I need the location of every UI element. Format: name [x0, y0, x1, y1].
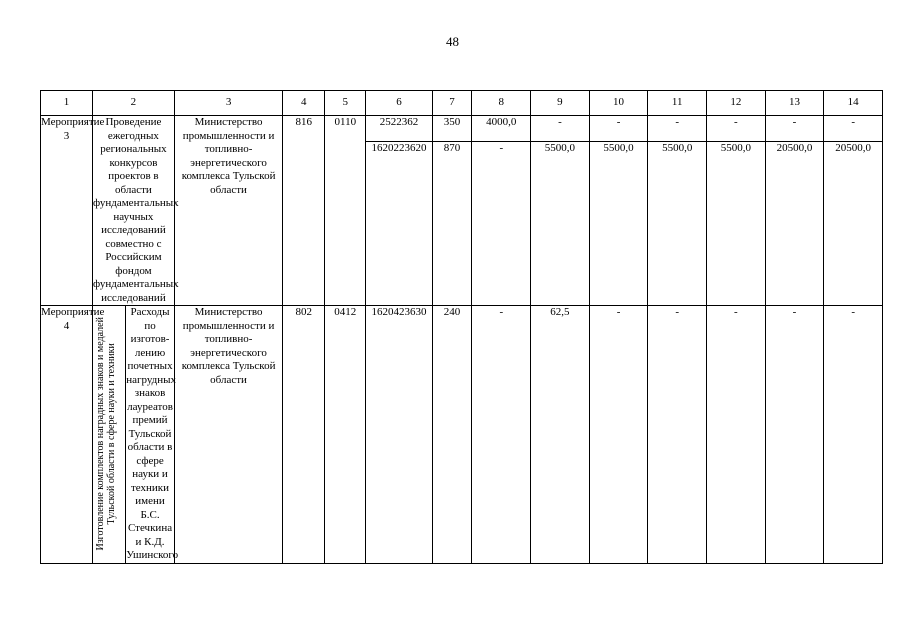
value-cell: -	[824, 306, 883, 564]
value-cell: -	[472, 141, 531, 305]
header-row	[41, 91, 883, 116]
code-cell: 0110	[325, 116, 366, 306]
activity-cell: Мероприятие 3	[41, 116, 93, 306]
budget-table	[40, 90, 883, 564]
value-cell: 4000,0	[472, 116, 531, 142]
table-row	[41, 116, 883, 142]
page-number: 48	[446, 34, 459, 49]
header-cell: 3	[174, 91, 282, 116]
value-cell: 20500,0	[765, 141, 824, 305]
header-cell: 8	[472, 91, 531, 116]
header-cell: 10	[589, 91, 648, 116]
header-cell: 13	[765, 91, 824, 116]
ministry-cell: Министерство промышленности и топливно-энергетического комплекса Тульской области	[174, 306, 282, 564]
header-cell: 4	[283, 91, 325, 116]
activity-name-cell: Расходы по изготов-лению почетных нагрудных знаков лауреатов премий Тульской области в сфере науки и техники имени Б.С. Стечкина и К.Д. Ушинского	[126, 306, 179, 561]
value-cell: -	[707, 116, 766, 142]
value-cell: -	[765, 116, 824, 142]
header-cell: 1	[41, 91, 93, 116]
value-cell: 5500,0	[707, 141, 766, 305]
code-cell: 0412	[325, 306, 366, 564]
value-cell: -	[589, 116, 648, 142]
value-cell: 5500,0	[589, 141, 648, 305]
value-cell: 870	[432, 141, 472, 305]
value-cell: -	[765, 306, 824, 564]
value-cell: -	[531, 116, 590, 142]
table-row	[41, 306, 883, 564]
value-cell: -	[648, 306, 707, 564]
value-cell: 2522362	[366, 116, 432, 142]
value-cell: -	[824, 116, 883, 142]
value-cell: 1620223620	[366, 141, 432, 305]
header-cell: 6	[366, 91, 432, 116]
activity-name-cell: Проведение ежегодных региональных конкурсов проектов в области фундаментальных научных исследований совместно с Российским фондом фундаментальных исследований	[93, 116, 179, 304]
header-cell: 12	[707, 91, 766, 116]
vertical-title-text: Изготовление комплектов наградных знаков и медалей Тульской области в сфере науки и техники	[95, 317, 117, 551]
header-cell: 14	[824, 91, 883, 116]
value-cell: 20500,0	[824, 141, 883, 305]
code-cell: 816	[283, 116, 325, 306]
code-cell: 802	[283, 306, 325, 564]
value-cell: 350	[432, 116, 472, 142]
value-cell: -	[707, 306, 766, 564]
value-cell: 1620423630	[366, 306, 432, 564]
value-cell: 5500,0	[531, 141, 590, 305]
value-cell: -	[472, 306, 531, 564]
value-cell: -	[648, 116, 707, 142]
value-cell: 5500,0	[648, 141, 707, 305]
header-cell: 11	[648, 91, 707, 116]
value-cell: -	[589, 306, 648, 564]
header-cell: 7	[432, 91, 472, 116]
header-cell: 9	[531, 91, 590, 116]
activity-cell: Мероприятие 4	[41, 306, 93, 564]
value-cell: 62,5	[531, 306, 590, 564]
value-cell: 240	[432, 306, 472, 564]
header-cell: 5	[325, 91, 366, 116]
vertical-title-cell	[93, 306, 126, 564]
header-cell: 2	[93, 91, 175, 116]
ministry-cell: Министерство промышленности и топливно-энергетического комплекса Тульской области	[174, 116, 282, 306]
